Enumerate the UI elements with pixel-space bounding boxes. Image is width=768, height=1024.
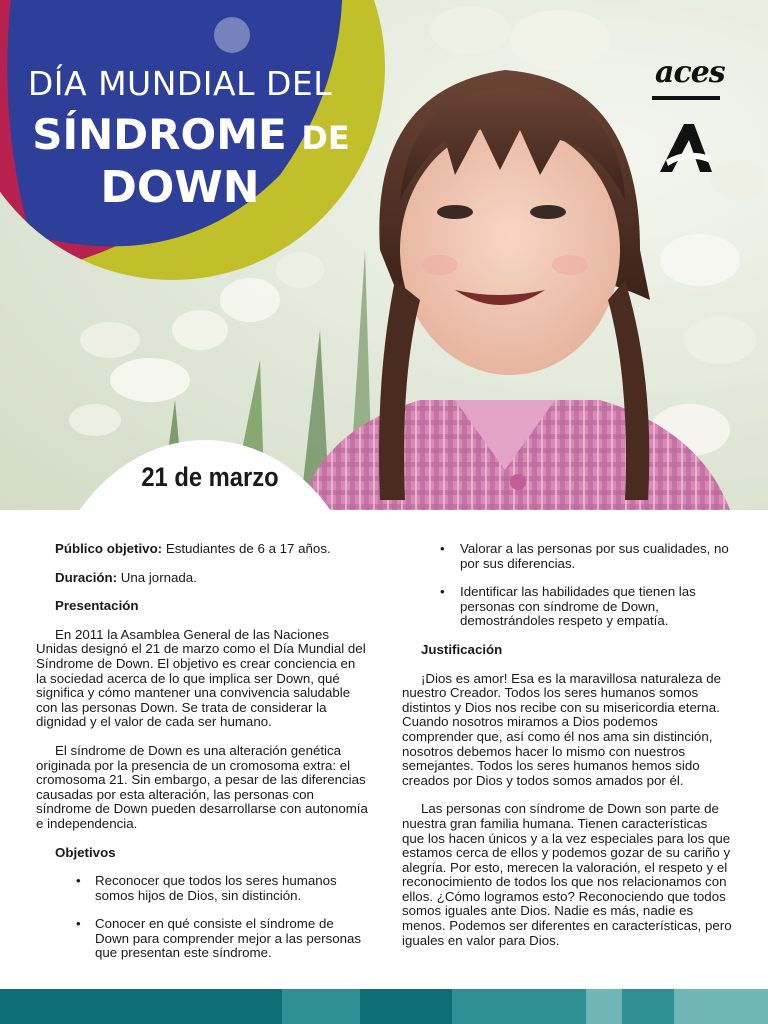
objetivos-list: [36, 874, 369, 961]
aces-logo-underline: [650, 56, 722, 104]
footer-segment: [674, 989, 768, 1024]
aces-logo: aces: [655, 55, 725, 90]
presentacion-paragraph-2: El síndrome de Down es una alteración genética originada por la presencia de un cromosoma extra: el cromosoma 21. Sin embargo, a pesar de las diferencias causadas por esta alteración, las personas con síndrome de Down pueden desarrollarse con autonomía e independencia.: [36, 742, 368, 831]
publico-label: Público objetivo:: [55, 541, 163, 556]
footer-segment: [360, 989, 452, 1024]
right-column: [402, 542, 732, 962]
presentacion-heading: Presentación: [55, 598, 139, 614]
footer-segment: [586, 989, 622, 1024]
objetivos-list-continued: [402, 542, 732, 629]
a-logo-icon: [656, 120, 716, 175]
duracion-value: Una jornada.: [117, 569, 197, 585]
title-sindrome: SÍNDROME: [32, 110, 287, 159]
list-item: • Identificar las habilidades que tienen las personas con síndrome de Down, demostrándoles respeto y empatía.: [440, 584, 696, 629]
list-item: • Reconocer que todos los seres humanos somos hijos de Dios, sin distinción.: [76, 873, 337, 903]
duracion-label: Duración:: [55, 569, 118, 585]
justificacion-paragraph-1: ¡Dios es amor! Esa es la maravillosa naturaleza de nuestro Creador. Todos los seres humanos somos distintos y Dios nos recibe con su misericordia eterna. Cuando nosotros miramos a Dios podemos comprender que, así como él nos ama sin distinción, nosotros debemos hacer lo mismo con nuestros semejantes. Todos los seres humanos hemos sido creados por Dios y todos somos amados por él.: [402, 670, 722, 788]
footer-segment: [282, 989, 360, 1024]
bullet-icon: •: [76, 873, 81, 889]
footer-band: [0, 989, 768, 1024]
footer-segment: [622, 989, 674, 1024]
title-line-1: DÍA MUNDIAL DEL: [27, 64, 333, 103]
justificacion-heading: Justificación: [421, 641, 503, 657]
event-date: 21 de marzo: [141, 462, 279, 492]
bullet-icon: •: [440, 541, 445, 556]
title-line-3: DOWN: [100, 162, 260, 213]
list-item: • Valorar a las personas por sus cualidades, no por sus diferencias.: [440, 541, 729, 571]
bullet-icon: •: [76, 916, 81, 932]
left-column: [36, 542, 369, 975]
list-item: • Conocer en qué consiste el síndrome de Down para comprender mejor a las personas que presentan este síndrome.: [76, 916, 362, 961]
presentacion-paragraph-1: En 2011 la Asamblea General de las Naciones Unidas designó el 21 de marzo como el Día Mundial del Síndrome de Down. El objetivo es crear conciencia en la sociedad acerca de lo que implica ser Down, qué significa y cómo mantener una convivencia saludable con las personas Down. Se trata de considerar la dignidad y el valor de cada ser humano.: [36, 626, 366, 730]
footer-segment: [452, 989, 586, 1024]
publico-objetivo: [36, 542, 369, 557]
objetivos-heading: Objetivos: [55, 844, 116, 860]
title-de: DE: [301, 119, 350, 157]
hero-photo: [0, 0, 768, 510]
justificacion-paragraph-2: Las personas con síndrome de Down son parte de nuestra gran familia humana. Tienen características que los hacen únicos y a la vez especiales para los que estamos cerca de ellos y podemos gozar de su cariño y alegría. Por esto, merecen la valoración, el respeto y el reconocimiento de todos los que nos relacionamos con ellos. ¿Cómo logramos esto? Reconociendo que todos somos iguales ante Dios. Nadie es más, nadie es menos. Podemos ser diferentes en características, pero iguales en valor para Dios.: [402, 801, 732, 948]
title-line-2: [26, 110, 356, 159]
footer-segment: [0, 989, 282, 1024]
duracion: [36, 571, 369, 586]
publico-value: Estudiantes de 6 a 17 años.: [162, 541, 331, 556]
bullet-icon: •: [440, 584, 445, 600]
